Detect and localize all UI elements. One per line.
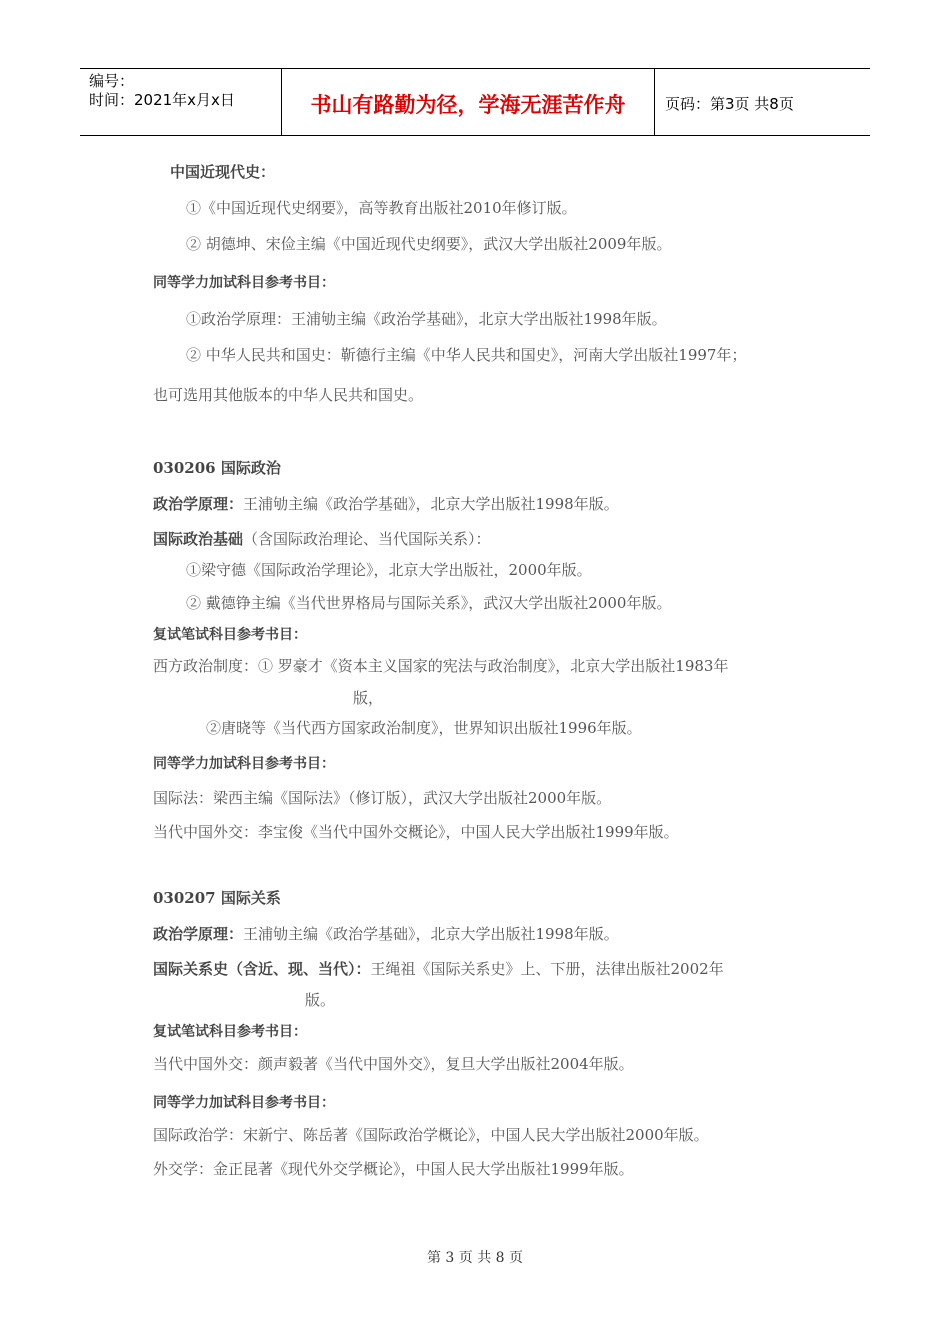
equal-study-title: 同等学力加试科目参考书目： bbox=[153, 275, 335, 291]
reference-item: 外交学：金正昆著《现代外交学概论》，中国人民大学出版社1999年版。 bbox=[153, 1160, 634, 1178]
subject-text: （含国际政治理论、当代国际关系）： bbox=[243, 530, 491, 548]
subject-text: 王浦劬主编《政治学基础》，北京大学出版社1998年版。 bbox=[243, 925, 619, 943]
section-title: 中国近现代史： bbox=[170, 163, 276, 181]
subject-text: 王绳祖《国际关系史》上、下册，法律出版社2002年 bbox=[370, 960, 724, 978]
subject-label: 国际政治基础 bbox=[153, 530, 244, 548]
reference-item-continuation: 也可选用其他版本的中华人民共和国史。 bbox=[153, 386, 424, 404]
subject-line bbox=[153, 959, 724, 979]
retest-title: 复试笔试科目参考书目： bbox=[153, 627, 307, 643]
reference-item: ①《中国近现代史纲要》，高等教育出版社2010年修订版。 bbox=[186, 199, 577, 217]
subject-line bbox=[153, 494, 619, 514]
subject-label: 政治学原理： bbox=[153, 495, 244, 513]
subject-line bbox=[153, 529, 491, 549]
header-meta bbox=[80, 69, 282, 135]
reference-item: 当代中国外交：颜声毅著《当代中国外交》，复旦大学出版社2004年版。 bbox=[153, 1055, 634, 1073]
page-header bbox=[80, 68, 870, 136]
reference-item: ①政治学原理：王浦劬主编《政治学基础》，北京大学出版社1998年版。 bbox=[186, 310, 667, 328]
subject-label: 政治学原理： bbox=[153, 925, 244, 943]
reference-item: ② 中华人民共和国史：靳德行主编《中华人民共和国史》，河南大学出版社1997年； bbox=[186, 346, 747, 364]
reference-item: 当代中国外交：李宝俊《当代中国外交概论》，中国人民大学出版社1999年版。 bbox=[153, 823, 679, 841]
reference-item-continuation: 版。 bbox=[305, 991, 336, 1009]
subject-line bbox=[153, 924, 619, 944]
header-motto: 书山有路勤为径，学海无涯苦作舟 bbox=[282, 69, 655, 135]
page-footer: 第 3 页 共 8 页 bbox=[426, 1250, 524, 1266]
major-code-title: 030206 国际政治 bbox=[153, 459, 281, 477]
equal-study-title: 同等学力加试科目参考书目： bbox=[153, 756, 335, 772]
major-code-title: 030207 国际关系 bbox=[153, 889, 281, 907]
retest-title: 复试笔试科目参考书目： bbox=[153, 1024, 307, 1040]
subject-label: 国际关系史（含近、现、当代）： bbox=[153, 960, 371, 978]
document-time-label: 时间：2021年x月x日 bbox=[89, 91, 235, 109]
reference-item: 西方政治制度：① 罗豪才《资本主义国家的宪法与政治制度》，北京大学出版社1983年 bbox=[153, 657, 729, 675]
reference-item: ②唐晓等《当代西方国家政治制度》，世界知识出版社1996年版。 bbox=[206, 719, 642, 737]
reference-item-continuation: 版， bbox=[353, 689, 384, 707]
document-number-label: 编号： bbox=[89, 72, 135, 90]
reference-item: ② 胡德坤、宋俭主编《中国近现代史纲要》，武汉大学出版社2009年版。 bbox=[186, 235, 672, 253]
reference-item: ② 戴德铮主编《当代世界格局与国际关系》，武汉大学出版社2000年版。 bbox=[186, 594, 672, 612]
reference-item: ①梁守德《国际政治学理论》，北京大学出版社，2000年版。 bbox=[186, 561, 592, 579]
equal-study-title: 同等学力加试科目参考书目： bbox=[153, 1095, 335, 1111]
reference-item: 国际法：梁西主编《国际法》（修订版），武汉大学出版社2000年版。 bbox=[153, 789, 612, 807]
reference-item: 国际政治学：宋新宁、陈岳著《国际政治学概论》，中国人民大学出版社2000年版。 bbox=[153, 1126, 709, 1144]
header-page-label: 页码：第3页 共8页 bbox=[665, 94, 794, 113]
subject-text: 王浦劬主编《政治学基础》，北京大学出版社1998年版。 bbox=[243, 495, 619, 513]
